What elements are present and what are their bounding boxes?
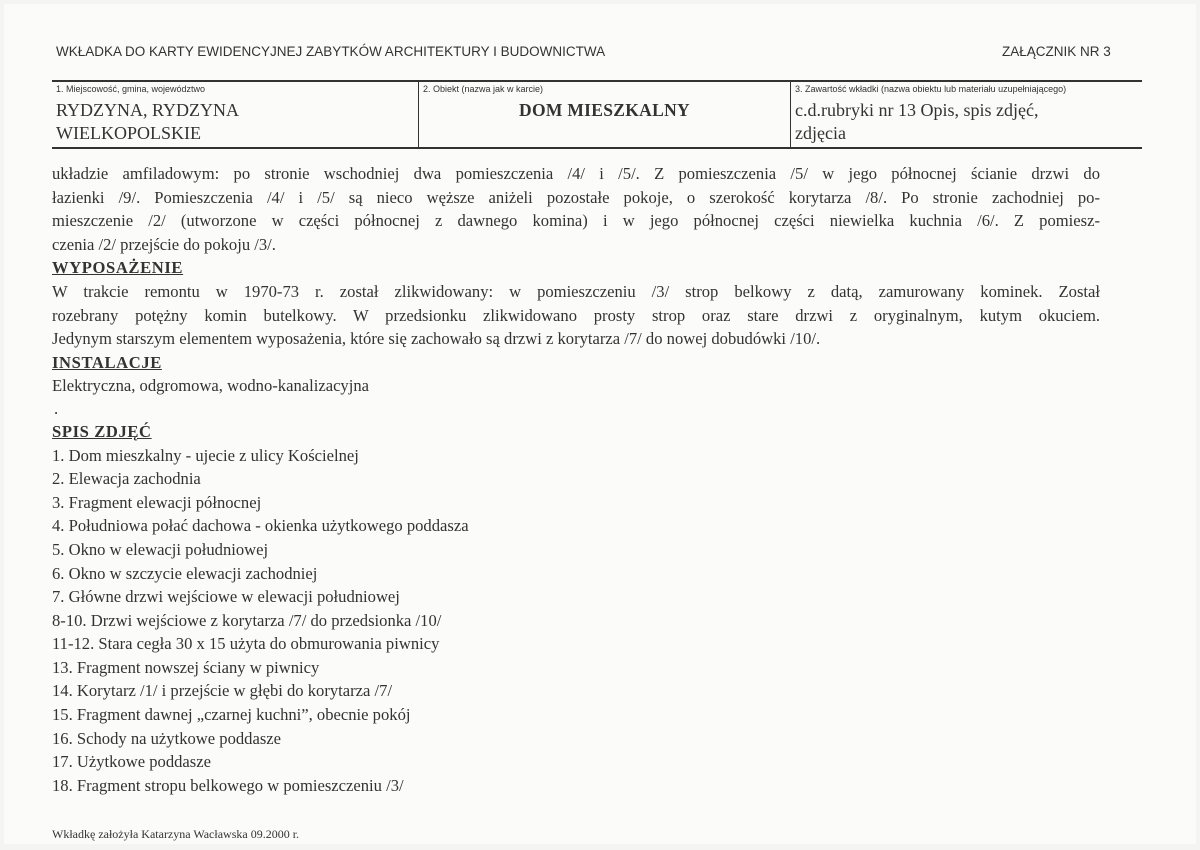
contents-cell [790,82,1142,147]
text-line: Jedynym starszym elementem wyposażenia, które się zachowało są drzwi z korytarza /7/ do nowej dobudówki /10/. [52,329,821,349]
object-cell [418,82,790,147]
list-item: 13. Fragment nowszej ściany w piwnicy [52,657,320,677]
list-item: 6. Okno w szczycie elewacji zachodniej [52,563,318,583]
stray-dot: . [54,398,59,418]
object-line: DOM MIESZKALNY [519,100,690,120]
text-line: układzie amfiladowym: po stronie wschodniej dwa pomieszczenia /4/ i /5/. Z pomieszczenia /5/ w jego północnej ścianie drzwi do [52,164,1100,183]
contents-line: zdjęcia [795,123,846,143]
location-label: 1. Miejscowość, gmina, województwo [56,84,206,94]
list-item: 2. Elewacja zachodnia [52,469,201,489]
intro-paragraph [52,162,1100,256]
list-item: 16. Schody na użytkowe poddasze [52,728,282,748]
text-line: łazienki /9/. Pomieszczenia /4/ i /5/ są nieco węższe aniżeli pozostałe pokoje, o szerokość korytarza /8/. Po stronie zachodniej po- [52,187,1100,207]
object-value [423,99,786,122]
text-line: mieszczenie /2/ (utworzone w części północnej z dawnego komina) i w jego północnej części niewielka kuchnia /6/. Z pomiesz- [52,211,1100,231]
footer-note: Wkładkę założyła Katarzyna Wacławska 09.2000 r. [52,827,300,841]
list-item: 4. Południowa połać dachowa - okienka użytkowego poddasza [52,516,469,536]
list-item: 7. Główne drzwi wejściowe w elewacji południowej [52,587,400,607]
list-item: 11-12. Stara cegła 30 x 15 użyta do obmurowania piwnicy [52,634,440,654]
list-item: 1. Dom mieszkalny - ujecie z ulicy Kościelnej [52,445,359,465]
contents-line: c.d.rubryki nr 13 Opis, spis zdjęć, [795,100,1039,120]
form-title: WKŁADKA DO KARTY EWIDENCYJNEJ ZABYTKÓW ARCHITEKTURY I BUDOWNICTWA [56,44,606,59]
section-heading-wyposazenie: WYPOSAŻENIE [52,258,184,278]
instalacje-text: Elektryczna, odgromowa, wodno-kanalizacyjna [52,376,369,396]
list-item: 3. Fragment elewacji północnej [52,492,262,512]
document-body [52,162,1100,797]
text-line: czenia /2/ przejście do pokoju /3/. [52,234,276,254]
photo-list [52,444,1100,798]
location-line: RYDZYNA, RYDZYNA [56,100,240,120]
list-item: 15. Fragment dawnej „czarnej kuchni”, obecnie pokój [52,705,411,725]
location-value [56,99,414,145]
location-cell [52,82,418,147]
document-sheet [4,4,1196,844]
list-item: 14. Korytarz /1/ i przejście w głębi do korytarza /7/ [52,681,393,701]
list-item: 18. Fragment stropu belkowego w pomieszczeniu /3/ [52,775,404,795]
list-item: 8-10. Drzwi wejściowe z korytarza /7/ do przedsionka /10/ [52,610,442,630]
text-line: W trakcie remontu w 1970-73 r. został zlikwidowany: w pomieszczeniu /3/ strop belkowy z datą, zamurowany kominek. Został [52,281,1100,301]
section-heading-spis: SPIS ZDJĘĆ [52,421,152,441]
wyposazenie-paragraph [52,280,1100,351]
list-item: 17. Użytkowe poddasze [52,752,211,772]
section-heading-instalacje: INSTALACJE [52,352,162,372]
text-line: rozebrany potężny komin butelkowy. W przedsionku zlikwidowano prosty strop oraz stare drzwi z oryginalnym, kutym okuciem. [52,305,1100,325]
list-item: 5. Okno w elewacji południowej [52,539,269,559]
location-line: WIELKOPOLSKIE [56,123,201,143]
object-label: 2. Obiekt (nazwa jak w karcie) [423,84,544,94]
header-table [52,80,1142,149]
contents-value [795,99,1138,145]
annex-label: ZAŁĄCZNIK NR 3 [1002,44,1111,59]
contents-label: 3. Zawartość wkładki (nazwa obiektu lub materiału uzupełniającego) [795,84,1067,94]
